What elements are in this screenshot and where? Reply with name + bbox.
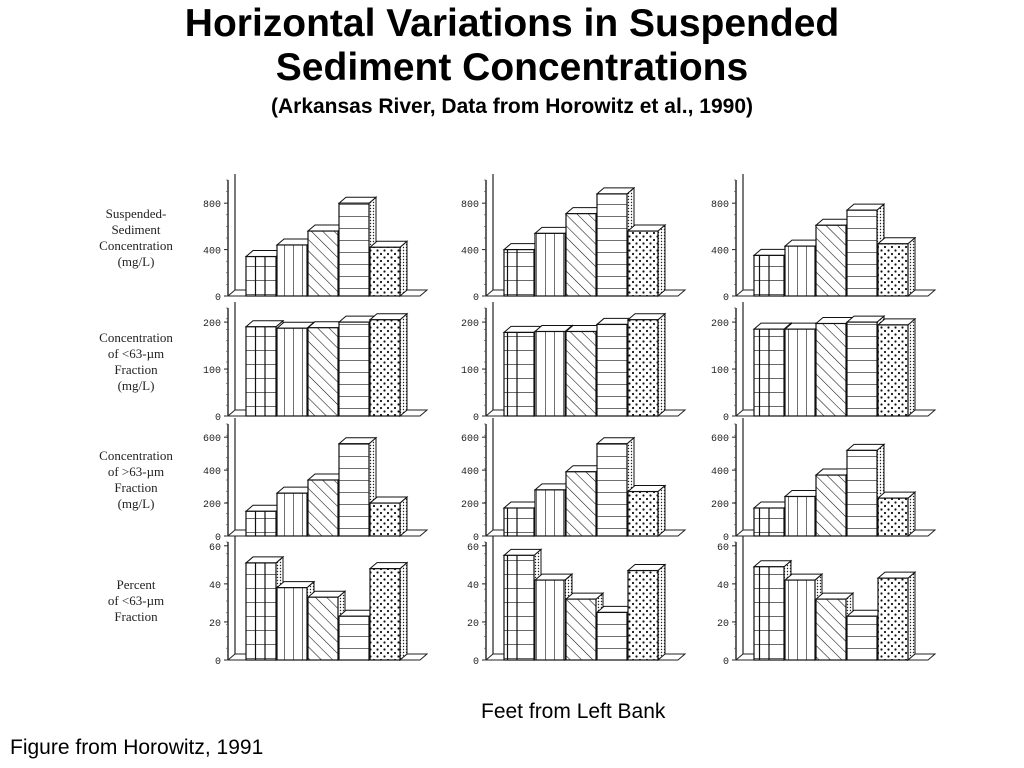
tick-label: 200 xyxy=(460,319,479,331)
bar-front xyxy=(566,599,596,660)
panel-r2-c3 xyxy=(711,302,935,424)
panel-r3-c3 xyxy=(711,418,935,544)
bar-front xyxy=(785,580,815,660)
tick-label: 100 xyxy=(202,366,221,378)
bar-front xyxy=(308,328,338,416)
bar-front xyxy=(277,588,307,660)
tick-label: 0 xyxy=(472,657,479,668)
bar-top xyxy=(246,557,283,563)
bar-front xyxy=(308,597,338,660)
bar-front xyxy=(246,257,276,296)
bar-front xyxy=(628,320,658,416)
bar-front xyxy=(339,616,369,660)
bar-top xyxy=(597,188,634,194)
bar-5 xyxy=(370,497,407,536)
bar-front xyxy=(785,246,815,296)
bar-top xyxy=(339,197,376,203)
bar-front xyxy=(535,331,565,416)
bar-front xyxy=(754,508,784,536)
bar-5 xyxy=(628,314,665,416)
bar-top xyxy=(847,444,884,450)
panel-r3-c1 xyxy=(203,418,427,544)
tick-label: 0 xyxy=(214,413,221,424)
bar-front xyxy=(754,329,784,416)
row-label-4: Percent of <63-µm Fraction xyxy=(107,577,165,624)
bar-5 xyxy=(628,486,665,536)
bar-front xyxy=(370,320,400,416)
bar-5 xyxy=(878,572,915,660)
tick-label: 0 xyxy=(214,293,221,304)
bar-front xyxy=(785,329,815,416)
bar-front xyxy=(504,508,534,536)
tick-label: 100 xyxy=(460,366,479,378)
panel-r1-c3 xyxy=(711,174,935,304)
bar-front xyxy=(370,503,400,536)
bar-front xyxy=(847,210,877,296)
bar-front xyxy=(308,480,338,536)
bar-top xyxy=(308,591,345,597)
bar-front xyxy=(370,247,400,296)
tick-label: 20 xyxy=(716,618,729,630)
tick-label: 0 xyxy=(722,533,729,544)
bar-side xyxy=(658,225,665,296)
tick-label: 0 xyxy=(472,533,479,544)
row-label-1: Suspended-Sediment Concentration (mg/L) xyxy=(99,206,173,269)
subtitle: (Arkansas River, Data from Horowitz et al., 1990) xyxy=(270,95,753,118)
tick-label: 400 xyxy=(710,246,729,258)
tick-label: 200 xyxy=(202,319,221,331)
bar-front xyxy=(339,203,369,296)
bar-top xyxy=(504,549,541,555)
bar-front xyxy=(504,250,534,296)
bar-top xyxy=(878,319,915,325)
bar-5 xyxy=(370,241,407,296)
bar-top xyxy=(878,238,915,244)
bar-top xyxy=(370,563,407,569)
tick-label: 0 xyxy=(472,413,479,424)
bar-front xyxy=(847,322,877,416)
bar-front xyxy=(504,332,534,416)
tick-label: 200 xyxy=(460,500,479,512)
tick-label: 0 xyxy=(722,293,729,304)
tick-label: 400 xyxy=(460,467,479,479)
tick-label: 0 xyxy=(722,657,729,668)
tick-label: 0 xyxy=(472,293,479,304)
tick-label: 800 xyxy=(202,200,221,212)
tick-label: 20 xyxy=(208,618,221,630)
tick-label: 40 xyxy=(208,580,221,592)
tick-label: 400 xyxy=(202,467,221,479)
bar-front xyxy=(566,472,596,536)
panel-r2-c1 xyxy=(203,302,427,424)
tick-label: 200 xyxy=(710,500,729,512)
bar-front xyxy=(754,567,784,660)
bar-front xyxy=(816,475,846,536)
bar-top xyxy=(597,438,634,444)
tick-label: 600 xyxy=(202,434,221,446)
tick-label: 200 xyxy=(202,500,221,512)
bar-front xyxy=(308,231,338,296)
bar-side xyxy=(908,572,915,660)
bar-side xyxy=(400,497,407,536)
bar-front xyxy=(535,233,565,296)
bar-top xyxy=(370,241,407,247)
bar-front xyxy=(566,214,596,296)
row-label-3: Concentration of >63-µm Fraction (mg/L) xyxy=(99,448,173,511)
bar-side xyxy=(908,238,915,296)
bar-side xyxy=(908,319,915,416)
bar-front xyxy=(847,450,877,536)
bar-front xyxy=(370,569,400,660)
bar-top xyxy=(370,497,407,503)
bar-top xyxy=(566,593,603,599)
bar-front xyxy=(277,245,307,296)
panel-r1-c1 xyxy=(203,174,427,304)
bar-front xyxy=(535,580,565,660)
tick-label: 40 xyxy=(466,580,479,592)
panel-r3-c2 xyxy=(461,418,685,544)
bar-front xyxy=(785,496,815,536)
bar-top xyxy=(628,486,665,492)
bar-top xyxy=(535,574,572,580)
bar-front xyxy=(597,444,627,536)
bar-front xyxy=(339,444,369,536)
bar-top xyxy=(847,204,884,210)
bar-top xyxy=(878,572,915,578)
bar-side xyxy=(400,314,407,416)
bar-5 xyxy=(370,314,407,416)
tick-label: 800 xyxy=(460,200,479,212)
panel-r1-c2 xyxy=(461,174,685,304)
title-line-2: Sediment Concentrations xyxy=(275,46,749,89)
bar-front xyxy=(754,255,784,296)
bar-top xyxy=(847,316,884,322)
bar-side xyxy=(658,314,665,416)
bar-side xyxy=(658,565,665,660)
tick-label: 400 xyxy=(710,467,729,479)
row-labels xyxy=(99,206,173,624)
bar-front xyxy=(816,599,846,660)
panel-r2-c2 xyxy=(461,302,685,424)
bar-5 xyxy=(628,565,665,660)
bar-top xyxy=(754,561,791,567)
bar-front xyxy=(339,322,369,416)
tick-label: 200 xyxy=(710,319,729,331)
bar-side xyxy=(400,563,407,660)
bar-top xyxy=(277,582,314,588)
tick-label: 600 xyxy=(460,434,479,446)
bar-front xyxy=(816,323,846,416)
bar-front xyxy=(246,563,276,660)
bar-top xyxy=(370,314,407,320)
tick-label: 0 xyxy=(214,533,221,544)
row-label-2: Concentration of <63-µm Fraction (mg/L) xyxy=(99,330,173,393)
bar-top xyxy=(246,321,283,327)
bar-front xyxy=(878,325,908,416)
bar-front xyxy=(277,328,307,416)
bar-side xyxy=(908,492,915,536)
tick-label: 0 xyxy=(722,413,729,424)
tick-label: 60 xyxy=(208,542,221,554)
tick-label: 20 xyxy=(466,618,479,630)
panel-r4-c1 xyxy=(209,536,427,668)
bar-front xyxy=(535,490,565,536)
bar-top xyxy=(878,492,915,498)
title-block xyxy=(0,2,1024,122)
bar-5 xyxy=(878,492,915,536)
bar-top xyxy=(628,565,665,571)
bar-front xyxy=(628,492,658,536)
bar-front xyxy=(597,612,627,660)
bar-front xyxy=(566,331,596,416)
bar-front xyxy=(246,327,276,416)
bar-5 xyxy=(878,238,915,296)
bar-5 xyxy=(370,563,407,660)
bar-top xyxy=(628,225,665,231)
figure-credit: Figure from Horowitz, 1991 xyxy=(10,736,264,759)
tick-label: 800 xyxy=(710,200,729,212)
tick-label: 400 xyxy=(202,246,221,258)
tick-label: 100 xyxy=(710,366,729,378)
panel-r4-c3 xyxy=(717,536,935,668)
bar-top xyxy=(785,574,822,580)
bar-side xyxy=(400,241,407,296)
bar-5 xyxy=(878,319,915,416)
panel-r4-c2 xyxy=(467,536,685,668)
tick-label: 0 xyxy=(214,657,221,668)
bar-front xyxy=(628,231,658,296)
bar-front xyxy=(246,511,276,536)
x-axis-label: Feet from Left Bank xyxy=(481,700,666,723)
tick-label: 60 xyxy=(716,542,729,554)
bar-front xyxy=(878,244,908,296)
bar-top xyxy=(816,593,853,599)
bar-top xyxy=(339,438,376,444)
title-line-1: Horizontal Variations in Suspended xyxy=(184,2,840,45)
bar-front xyxy=(597,194,627,296)
bar-front xyxy=(597,324,627,416)
bar-front xyxy=(878,578,908,660)
bar-front xyxy=(878,498,908,536)
bar-front xyxy=(847,616,877,660)
bar-top xyxy=(628,314,665,320)
tick-label: 40 xyxy=(716,580,729,592)
bar-front xyxy=(504,555,534,660)
chart-panels xyxy=(203,174,935,668)
bar-side xyxy=(658,486,665,536)
tick-label: 400 xyxy=(460,246,479,258)
tick-label: 600 xyxy=(710,434,729,446)
bar-front xyxy=(816,225,846,296)
bar-chart-grid xyxy=(78,168,948,668)
tick-label: 60 xyxy=(466,542,479,554)
bar-front xyxy=(277,493,307,536)
bar-front xyxy=(628,571,658,660)
bar-5 xyxy=(628,225,665,296)
